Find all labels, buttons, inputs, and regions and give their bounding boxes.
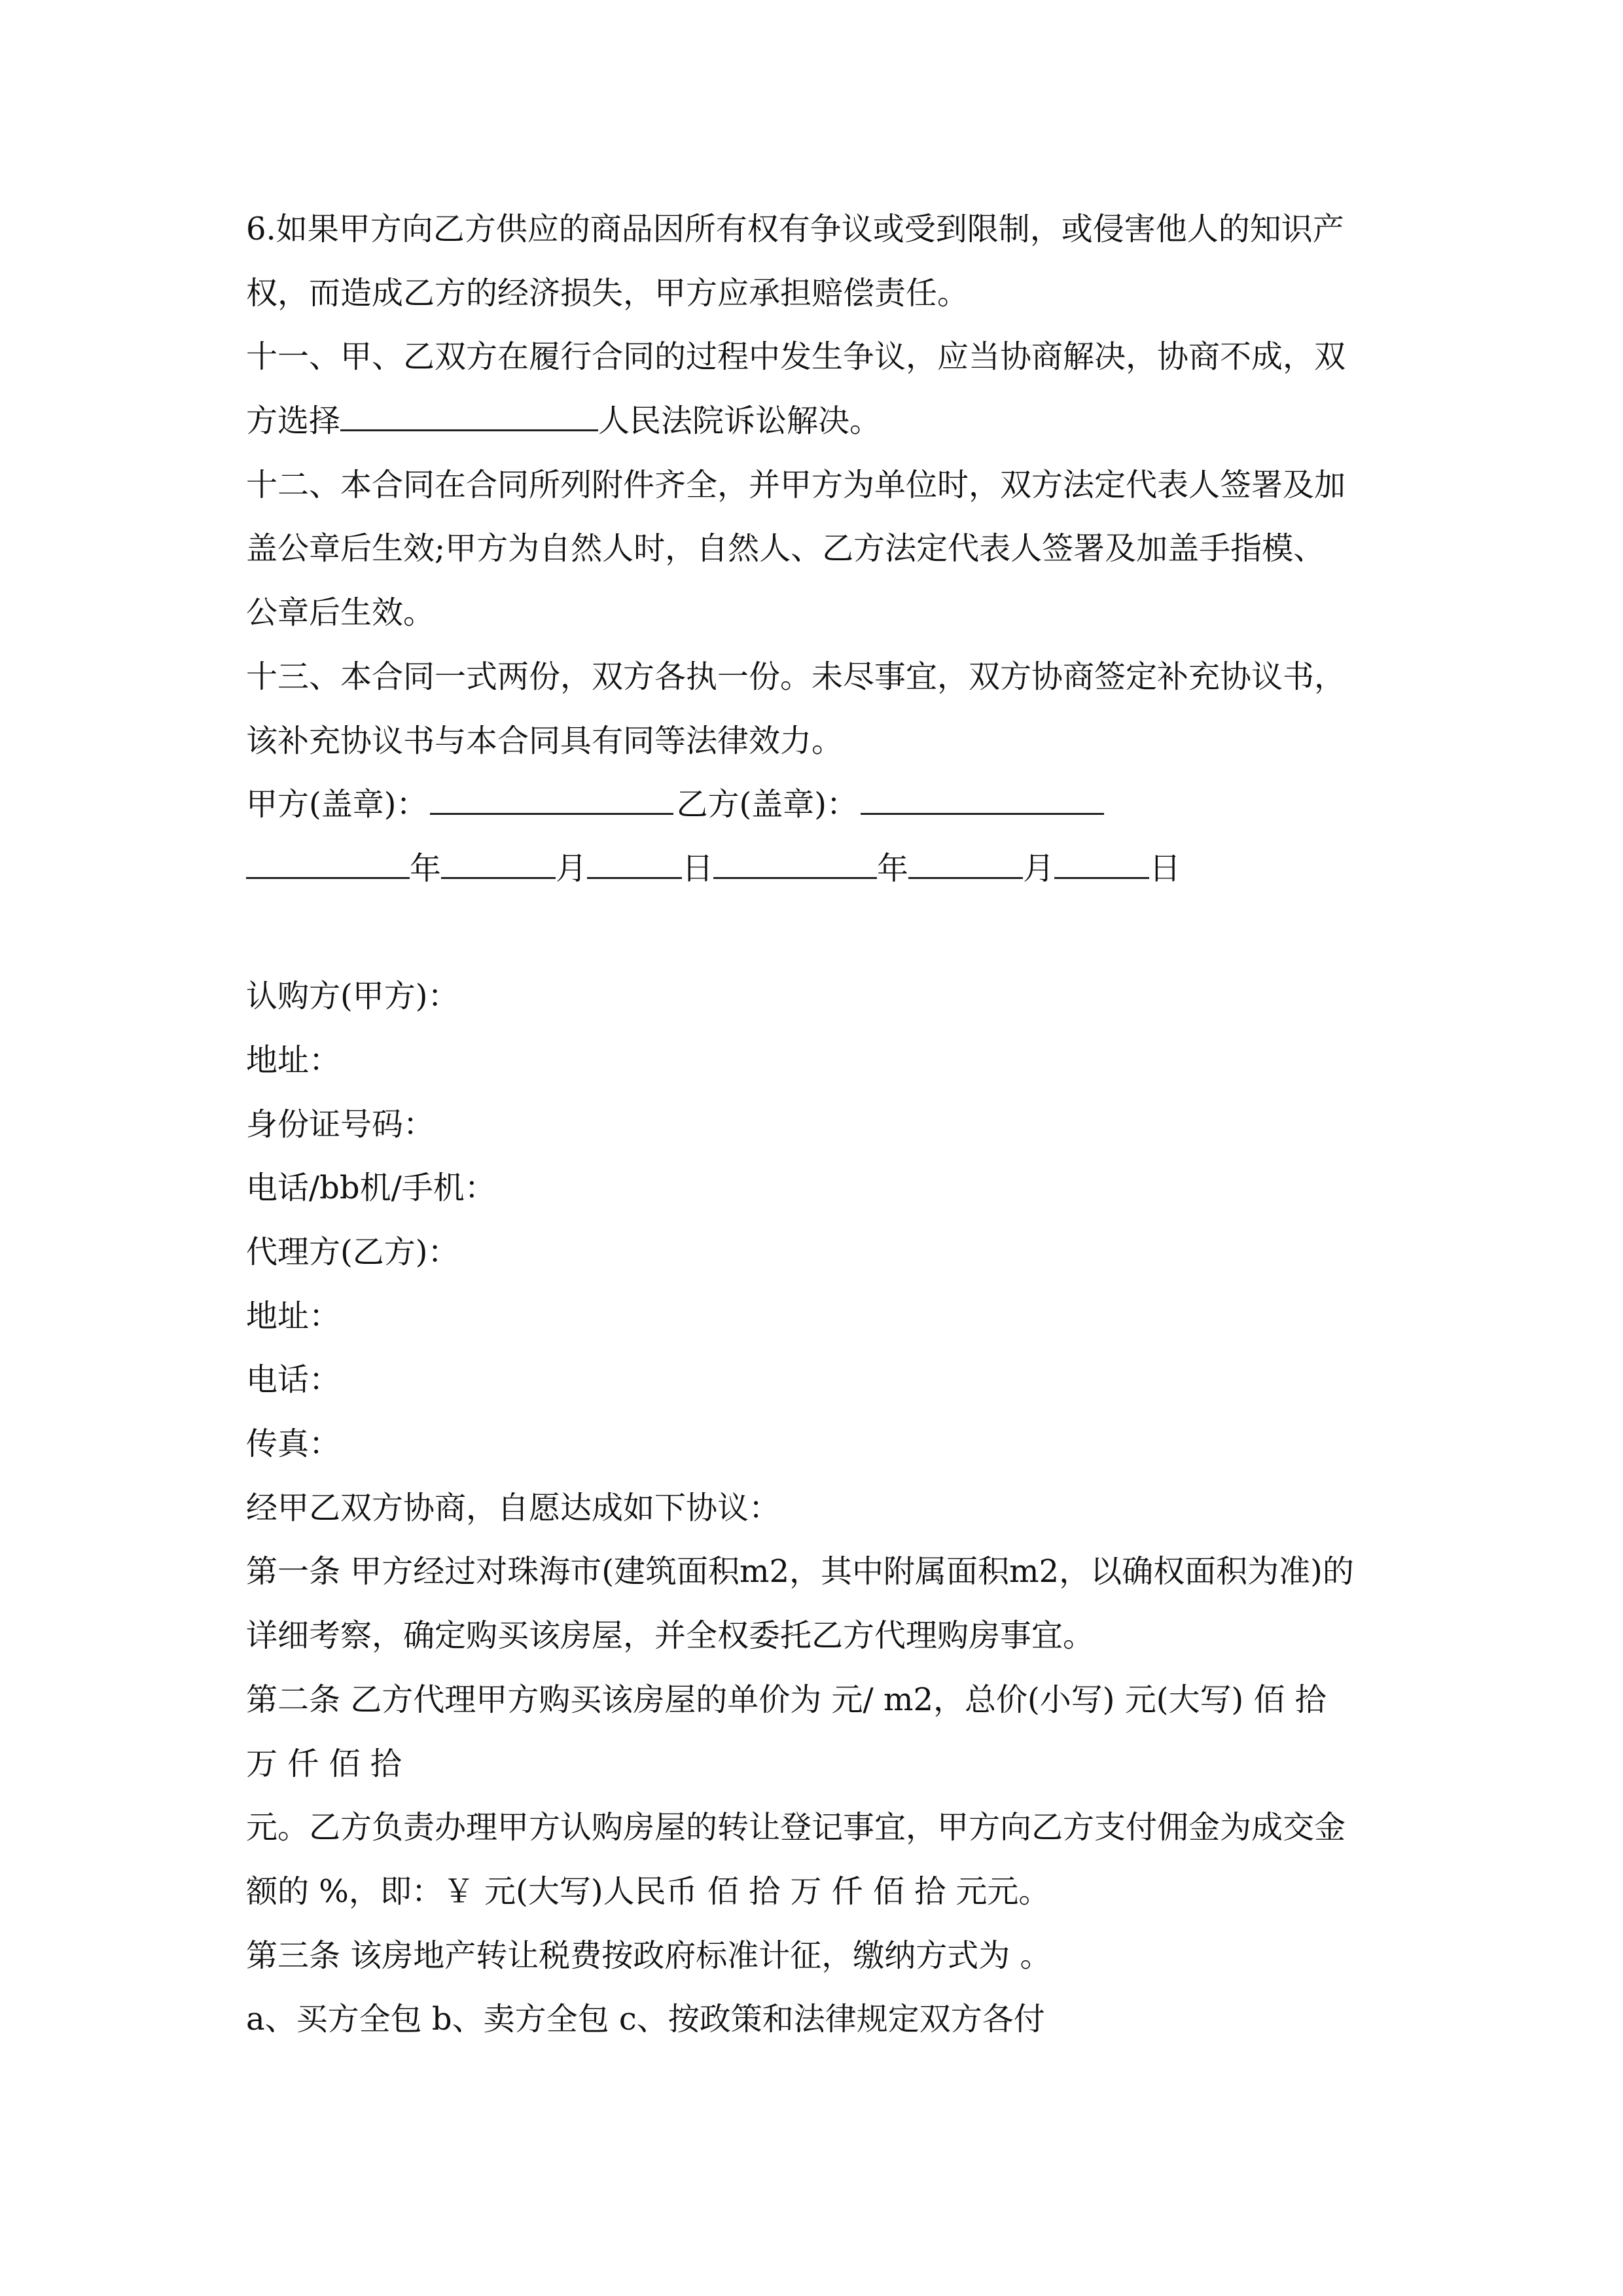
clause-11-line-1: 十一、甲、乙双方在履行合同的过程中发生争议，应当协商解决，协商不成，双: [246, 338, 1346, 376]
month-blank: [441, 838, 556, 879]
article-1-line-2: 详细考察，确定购买该房屋，并全权委托乙方代理购房事宜。: [246, 1617, 1095, 1655]
clause-13-line-2: 该补充协议书与本合同具有同等法律效力。: [246, 722, 844, 759]
year-label-2: 年: [877, 850, 909, 887]
party-b-seal-label: 乙方(盖章)：: [676, 786, 858, 823]
agent-phone-label: 电话：: [246, 1361, 341, 1399]
clause-11-line-2: [246, 389, 1398, 454]
agreement-intro: 经甲乙双方协商，自愿达成如下协议：: [246, 1489, 781, 1526]
clause-13-line-1: 十三、本合同一式两份，双方各执一份。未尽事宜，双方协商签定补充协议书，: [246, 658, 1346, 695]
clause-12-line-3: 公章后生效。: [246, 594, 435, 632]
article-2-line-1: 第二条 乙方代理甲方购买该房屋的单价为 元/ m2，总价(小写) 元(大写) 佰 拾: [246, 1681, 1327, 1718]
day-blank: [587, 838, 682, 879]
signature-line: [246, 773, 1398, 837]
clause-12-line-2: 盖公章后生效;甲方为自然人时，自然人、乙方法定代表人签署及加盖手指模、: [246, 530, 1325, 567]
year-label: 年: [410, 850, 442, 887]
buyer-phone-label: 电话/bb机/手机：: [246, 1170, 496, 1207]
article-2-line-2: 万 仟 佰 拾: [246, 1745, 402, 1782]
fax-label: 传真：: [246, 1426, 341, 1463]
party-b-seal-blank: [861, 774, 1104, 815]
document-page: [246, 198, 1398, 2052]
clause-6-line-1: 6.如果甲方向乙方供应的商品因所有权有争议或受到限制，或侵害他人的知识产: [246, 211, 1344, 247]
year-blank-2: [713, 838, 877, 879]
date-line: [246, 837, 1398, 901]
spacer: [246, 901, 1398, 965]
month-blank-2: [908, 838, 1023, 879]
buyer-address-label: 地址：: [246, 1041, 341, 1079]
article-2-line-4: 额的 %，即：￥ 元(大写)人民币 佰 拾 万 仟 佰 拾 元元。: [246, 1873, 1050, 1910]
court-blank: [340, 390, 598, 431]
clause-12-line-1: 十二、本合同在合同所列附件齐全，并甲方为单位时，双方法定代表人签署及加: [246, 466, 1346, 503]
year-blank: [246, 838, 410, 879]
agent-address-label: 地址：: [246, 1297, 341, 1335]
clause-11-suffix: 人民法院诉讼解决。: [598, 403, 882, 440]
month-label: 月: [556, 850, 588, 887]
party-a-seal-label: 甲方(盖章)：: [246, 786, 428, 823]
article-2-line-3: 元。乙方负责办理甲方认购房屋的转让登记事宜，甲方向乙方支付佣金为成交金: [246, 1809, 1346, 1846]
article-3-line-1: 第三条 该房地产转让税费按政府标准计征，缴纳方式为 。: [246, 1937, 1052, 1974]
article-1-line-1: 第一条 甲方经过对珠海市(建筑面积m2，其中附属面积m2，以确权面积为准)的: [246, 1553, 1354, 1590]
day-blank-2: [1054, 838, 1149, 879]
party-a-seal-blank: [430, 774, 673, 815]
id-number-label: 身份证号码：: [246, 1105, 435, 1143]
clause-6-line-2: 权，而造成乙方的经济损失，甲方应承担赔偿责任。: [246, 274, 969, 312]
day-label: 日: [682, 850, 714, 887]
month-label-2: 月: [1023, 850, 1055, 887]
buyer-label: 认购方(甲方)：: [246, 978, 459, 1015]
day-label-2: 日: [1149, 850, 1181, 887]
clause-11-prefix: 方选择: [246, 403, 341, 440]
agent-label: 代理方(乙方)：: [246, 1234, 459, 1270]
article-3-line-2: a、买方全包 b、卖方全包 c、按政策和法律规定双方各付: [246, 2001, 1045, 2038]
